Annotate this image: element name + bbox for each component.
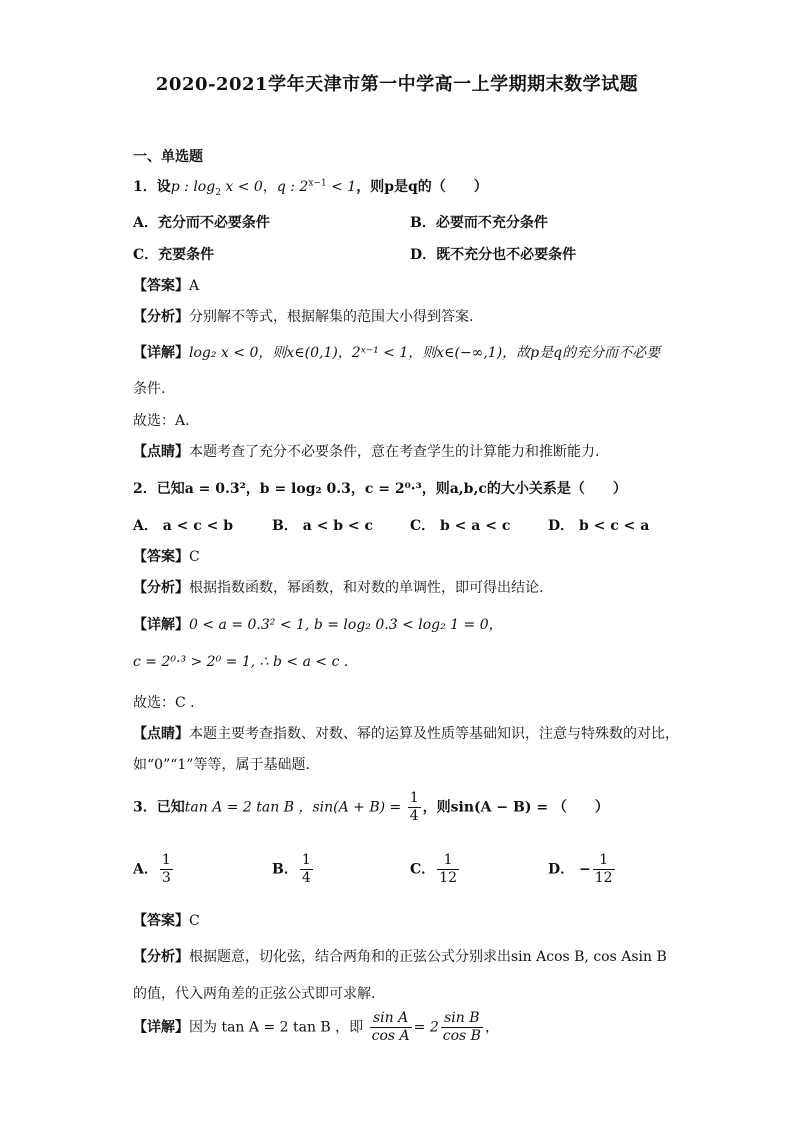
q2-option-c: C． b < a < c bbox=[410, 518, 511, 534]
q2-comment-line-2: 如“0”“1”等等，属于基础题. bbox=[133, 757, 310, 773]
section-heading: 一、单选题 bbox=[133, 149, 203, 165]
q2-detail-line-1: 【详解】0 < a = 0.3² < 1, b = log₂ 0.3 < log₂ 1 = 0， bbox=[133, 617, 503, 633]
q3-option-d: D． − $\frac{1}{12}$ bbox=[548, 852, 613, 886]
question-1-stem: 1．设p : $\log_2 x < 0$，q : $2^{x-1} < 1$，则p是q的（ ） bbox=[133, 178, 488, 198]
q2-answer: 【答案】C bbox=[133, 549, 200, 565]
q2-option-d: D． b < c < a bbox=[548, 518, 650, 534]
q3-option-c: C． $\frac{1}{12}$ bbox=[410, 852, 457, 886]
q2-detail-line-2: c = 2⁰·³ > 2⁰ = 1, ∴ b < a < c . bbox=[133, 654, 349, 670]
q1-option-a: A．充分而不必要条件 bbox=[133, 215, 270, 231]
q1-detail-line-2: 条件. bbox=[133, 381, 166, 397]
q3-detail: 【详解】因为 tan A = 2 tan B ，即 $\frac{\text{sin A}}{\text{cos A}}$ = 2 $\frac{\text{sin B}}{\text{cos B}}$ ， bbox=[133, 1010, 499, 1044]
q1-option-b: B．必要而不充分条件 bbox=[410, 215, 548, 231]
q1-analysis: 【分析】分别解不等式，根据解集的范围大小得到答案. bbox=[133, 309, 474, 325]
q2-option-a: A． a < c < b bbox=[133, 518, 234, 534]
q1-option-c: C．充要条件 bbox=[133, 247, 215, 263]
q3-option-b: B． $\frac{1}{4}$ bbox=[272, 852, 311, 886]
q3-analysis-line-1: 【分析】根据题意，切化弦，结合两角和的正弦公式分别求出sin Acos B, cos Asin B bbox=[133, 949, 667, 965]
q3-answer: 【答案】C bbox=[133, 913, 200, 929]
q1-answer: 【答案】A bbox=[133, 278, 200, 294]
q3-stem-fraction: $\frac{1}{4}$ bbox=[409, 790, 419, 824]
q1-detail-line-1: 【详解】log₂ x < 0，则x∈(0,1)，2ˣ⁻¹ < 1，则x∈(−∞,1)，故p是q的充分而不必要 bbox=[133, 345, 661, 361]
q1-choice: 故选：A. bbox=[133, 413, 190, 429]
question-3-stem: 3．已知tan A = 2 tan B ，sin(A + B) = $\frac{1}{4}$ ，则sin(A − B) = （ ） bbox=[133, 790, 609, 824]
q3-option-a: A． $\frac{1}{3}$ bbox=[133, 852, 171, 886]
q2-option-b: B． a < b < c bbox=[272, 518, 374, 534]
q1-option-d: D．既不充分也不必要条件 bbox=[410, 247, 577, 263]
q1-comment: 【点睛】本题考查了充分不必要条件，意在考查学生的计算能力和推断能力. bbox=[133, 444, 600, 460]
q2-analysis: 【分析】根据指数函数，幂函数，和对数的单调性，即可得出结论. bbox=[133, 580, 544, 596]
q2-choice: 故选：C . bbox=[133, 695, 195, 711]
q2-comment-line-1: 【点睛】本题主要考查指数、对数、幂的运算及性质等基础知识，注意与特殊数的对比， bbox=[133, 726, 679, 742]
page-title: 2020-2021学年天津市第一中学高一上学期期末数学试题 bbox=[155, 74, 639, 95]
q3-analysis-line-2: 的值，代入两角差的正弦公式即可求解. bbox=[133, 986, 376, 1002]
question-2-stem: 2．已知a = 0.3²，b = log₂ 0.3，c = 2⁰·³，则a,b,c的大小关系是（ ） bbox=[133, 481, 627, 497]
